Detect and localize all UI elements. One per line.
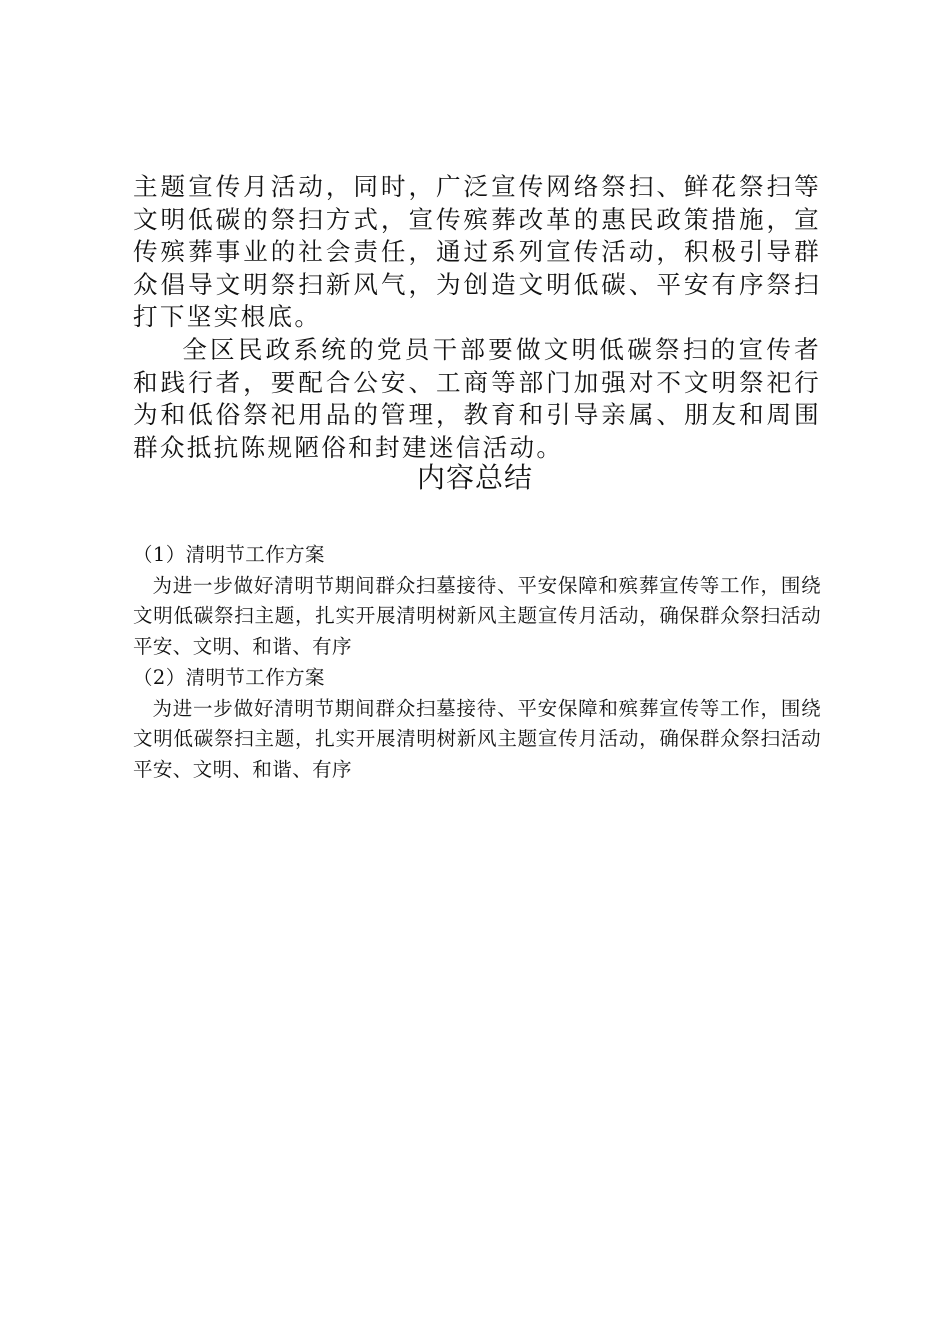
body-paragraph: 全区民政系统的党员干部要做文明低碳祭扫的宣传者和践行者，要配合公安、工商等部门加强对不文明祭祀行为和低俗祭祀用品的管理，教育和引导亲属、朋友和周围群众抵抗陈规陋俗和封建迷信活动。 — [133, 334, 821, 462]
summary-item-heading: （1）清明节工作方案 — [133, 543, 325, 566]
body-paragraph-continued: 主题宣传月活动，同时，广泛宣传网络祭扫、鲜花祭扫等文明低碳的祭扫方式，宣传殡葬改革的惠民政策措施，宣传殡葬事业的社会责任，通过系列宣传活动，积极引导群众倡导文明祭扫新风气，为创造文明低碳、平安有序祭扫打下坚实根底。 — [133, 172, 821, 332]
summary-title: 内容总结 — [416, 461, 533, 494]
summary-section — [133, 540, 821, 786]
body-text — [133, 171, 821, 464]
summary-item-text: 为进一步做好清明节期间群众扫墓接待、平安保障和殡葬宣传等工作，围绕文明低碳祭扫主题，扎实开展清明树新风主题宣传月活动，确保群众祭扫活动平安、文明、和谐、有序 — [133, 573, 821, 659]
summary-item-heading: （2）清明节工作方案 — [133, 665, 325, 689]
summary-item-text: 为进一步做好清明节期间群众扫墓接待、平安保障和殡葬宣传等工作，围绕文明低碳祭扫主题，扎实开展清明树新风主题宣传月活动，确保群众祭扫活动平安、文明、和谐、有序 — [133, 696, 821, 781]
